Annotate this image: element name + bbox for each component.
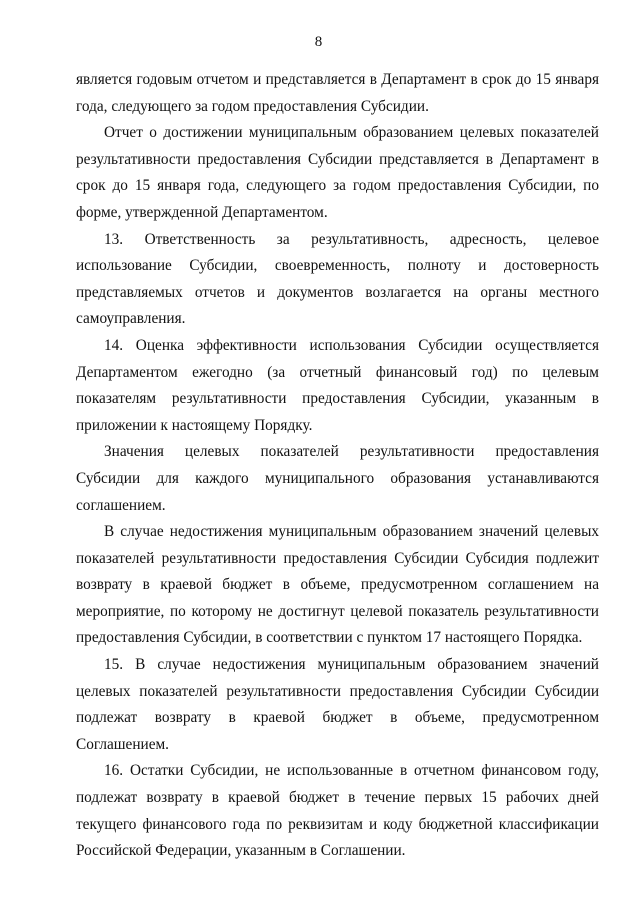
text-line: 16. Остатки Субсидии, не использованные в отчетном финансовом году, [104,762,599,780]
text-line: самоуправления. [76,310,186,328]
text-line: использование Субсидии, своевременность, полноту и достоверность [76,257,599,275]
text-line: текущего финансового года по реквизитам и коду бюджетной классификации [76,815,599,833]
paragraph [76,519,599,652]
text-line: Отчет о достижении муниципальным образованием целевых показателей [104,124,599,142]
text-line: является годовым отчетом и представляется в Департамент в срок до 15 января [76,71,599,88]
text-line: целевых показателей результативности предоставления Субсидии Субсидии [76,682,599,700]
paragraph [76,67,599,120]
text-line: соглашением. [76,496,166,514]
paragraph [76,333,599,439]
text-line: результативности предоставления Субсидии представляется в Департамент в [76,150,599,168]
paragraph [76,439,599,519]
text-line: показателей результативности предоставления Субсидии Субсидия подлежит [76,549,599,567]
text-line: показателям результативности предоставления Субсидии, указанным в [76,390,599,408]
text-line: подлежат возврату в краевой бюджет в течение первых 15 рабочих дней [76,789,599,807]
page-number: 8 [314,34,323,50]
text-line: Значения целевых показателей результативности предоставления [104,443,599,461]
paragraph [76,652,599,758]
text-line: В случае недостижения муниципальным образованием значений целевых [104,523,599,541]
text-line: предоставления Субсидии, в соответствии с пунктом 17 настоящего Порядка. [76,629,583,647]
text-line: 14. Оценка эффективности использования Субсидии осуществляется [104,336,599,354]
text-line: представляемых отчетов и документов возлагается на органы местного [76,283,599,301]
text-line: Департаментом ежегодно (за отчетный финансовый год) по целевым [76,363,599,381]
text-line: мероприятие, по которому не достигнут целевой показатель результативности [76,602,599,620]
text-line: возврату в краевой бюджет в объеме, предусмотренном соглашением на [76,576,599,594]
text-line: срок до 15 января года, следующего за годом предоставления Субсидии, по [76,177,599,195]
text-line: подлежат возврату в краевой бюджет в объеме, предусмотренном [76,709,599,727]
paragraph [76,227,599,333]
paragraph [76,120,599,226]
text-line: 15. В случае недостижения муниципальным образованием значений [104,656,599,674]
text-line: Российской Федерации, указанным в Соглашении. [76,842,406,860]
paragraph [76,758,599,864]
text-line: Соглашением. [76,735,170,753]
text-line: года, следующего за годом предоставления Субсидии. [76,97,429,115]
text-line: форме, утвержденной Департаментом. [76,203,328,221]
text-line: приложении к настоящему Порядку. [76,416,313,434]
text-line: 13. Ответственность за результативность, адресность, целевое [104,230,599,248]
body-text [76,67,599,865]
text-line: Субсидии для каждого муниципального образования устанавливаются [76,469,599,487]
